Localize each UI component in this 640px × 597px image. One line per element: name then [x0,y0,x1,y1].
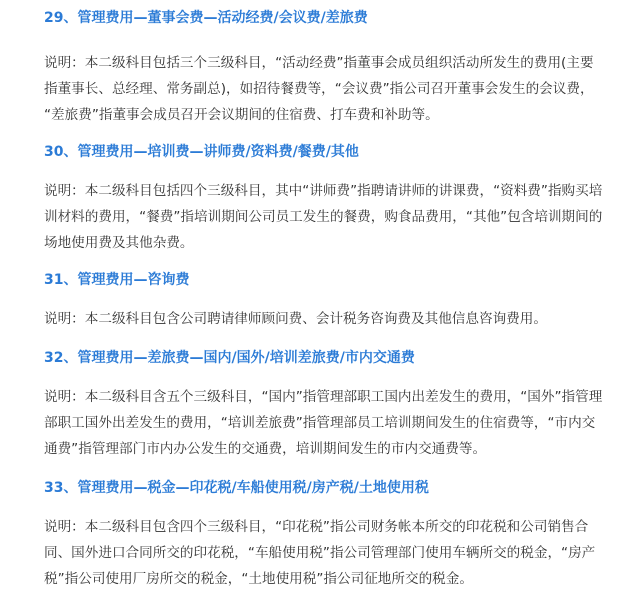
body-line: 说明：本二级科目包含四个三级科目，“印花税”指公司财务帐本所交的印花税和公司销售合 [44,519,589,535]
body-line: 部职工国外出差发生的费用，“培训差旅费”指管理部员工培训期间发生的住宿费等，“市内交 [44,415,596,431]
body-line: 说明：本二级科目包括三个三级科目，“活动经费”指董事会成员组织活动所发生的费用(主要 [44,55,594,71]
body-line: “差旅费”指董事会成员召开会议期间的住宿费、打车费和补助等。 [44,107,439,123]
section-heading-29: 29、管理费用—董事会费—活动经费/会议费/差旅费 [44,10,368,26]
section-body-32 [44,384,616,462]
section-body-30 [44,178,616,256]
body-line: 说明：本二级科目含五个三级科目，“国内”指管理部职工国内出差发生的费用，“国外”指管理 [44,389,603,405]
section-heading-31: 31、管理费用—咨询费 [44,272,190,288]
body-line: 说明：本二级科目包含公司聘请律师顾问费、会计税务咨询费及其他信息咨询费用。 [44,311,547,327]
section-body-33 [44,514,616,592]
body-line: 场地使用费及其他杂费。 [44,235,194,251]
body-line: 说明：本二级科目包括四个三级科目，其中“讲师费”指聘请讲师的讲课费，“资料费”指购买培 [44,183,603,199]
section-body-31 [44,306,616,332]
body-line: 税”指公司使用厂房所交的税金，“土地使用税”指公司征地所交的税金。 [44,571,473,587]
body-line: 指董事长、总经理、常务副总)，如招待餐费等，“会议费”指公司召开董事会发生的会议费， [44,81,594,97]
section-heading-33: 33、管理费用—税金—印花税/车船使用税/房产税/土地使用税 [44,480,429,496]
body-line: 训材料的费用，“餐费”指培训期间公司员工发生的餐费，购食品费用，“其他”包含培训期间的 [44,209,603,225]
section-body-29 [44,50,616,128]
body-line: 同、国外进口合同所交的印花税，“车船使用税”指公司管理部门使用车辆所交的税金，“房产 [44,545,596,561]
section-heading-32: 32、管理费用—差旅费—国内/国外/培训差旅费/市内交通费 [44,350,415,366]
section-heading-30: 30、管理费用—培训费—讲师费/资料费/餐费/其他 [44,144,359,160]
body-line: 通费”指管理部门市内办公发生的交通费，培训期间发生的市内交通费等。 [44,441,487,457]
